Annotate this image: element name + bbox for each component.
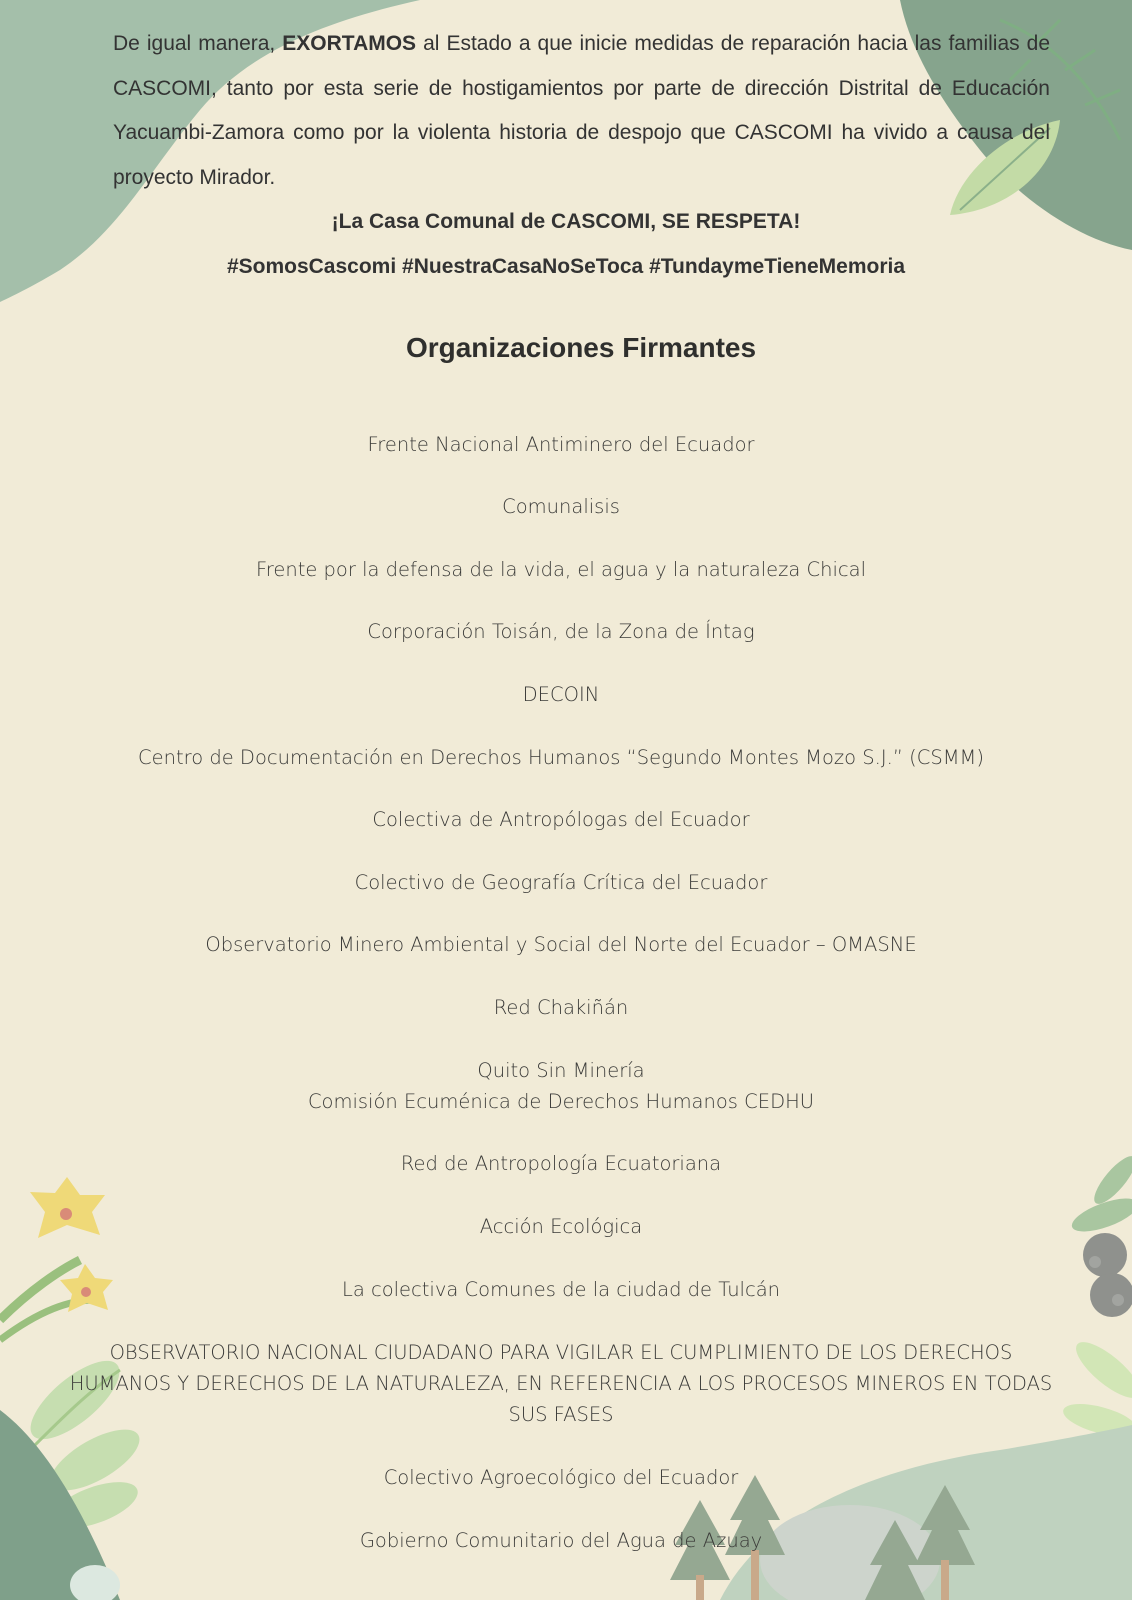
organization-item: OBSERVATORIO NACIONAL CIUDADANO PARA VIGILAR EL CUMPLIMIENTO DE LOS DERECHOS HUMANOS Y DERECHOS DE LA NATURALEZA, EN REFERENCIA A LOS PROCESOS MINEROS EN TODAS SUS FASES <box>69 1341 1053 1426</box>
organization-item: Colectivo de Geografía Crítica del Ecuador <box>354 871 768 894</box>
statement-emphasis: EXORTAMOS <box>282 32 417 55</box>
organization-item: Red de Antropología Ecuatoriana <box>400 1152 722 1175</box>
slogan: ¡La Casa Comunal de CASCOMI, SE RESPETA! <box>331 210 801 233</box>
organization-item: Centro de Documentación en Derechos Humanos “Segundo Montes Mozo S.J.” (CSMM) <box>138 746 984 769</box>
statement-body: al Estado a que inicie medidas de reparación hacia las familias de CASCOMI, tanto por esta serie de hostigamientos por parte de dirección Distrital de Educación Yacuambi-Zamora como por la violenta historia de despojo que CASCOMI ha vivido a causa del proyecto Mirador. <box>113 32 1050 189</box>
hashtags: #SomosCascomi #NuestraCasaNoSeToca #TundaymeTieneMemoria <box>226 255 906 278</box>
statement-paragraph <box>113 22 1050 200</box>
organization-item: Observatorio Minero Ambiental y Social del Norte del Ecuador – OMASNE <box>205 933 917 956</box>
organization-item: Acción Ecológica <box>479 1215 643 1238</box>
organization-item: DECOIN <box>522 683 600 706</box>
statement-lead: De igual manera, <box>113 32 276 55</box>
organization-item: Gobierno Comunitario del Agua de Azuay <box>359 1529 763 1552</box>
section-title: Organizaciones Firmantes <box>405 332 757 363</box>
organization-item: Quito Sin Minería <box>477 1059 645 1082</box>
organization-item: Colectivo Agroecológico del Ecuador <box>383 1466 739 1489</box>
organization-item: Colectiva de Antropólogas del Ecuador <box>372 808 750 831</box>
organization-item: Red Chakiñán <box>493 996 629 1019</box>
organization-item: Frente Nacional Antiminero del Ecuador <box>367 433 755 456</box>
organization-item: Comunalisis <box>502 495 620 518</box>
organization-item: Frente por la defensa de la vida, el agua y la naturaleza Chical <box>255 558 867 581</box>
organization-item: Comisión Ecuménica de Derechos Humanos CEDHU <box>307 1090 815 1113</box>
organization-item: La colectiva Comunes de la ciudad de Tulcán <box>341 1278 781 1301</box>
organization-item: Corporación Toisán, de la Zona de Íntag <box>367 620 755 643</box>
